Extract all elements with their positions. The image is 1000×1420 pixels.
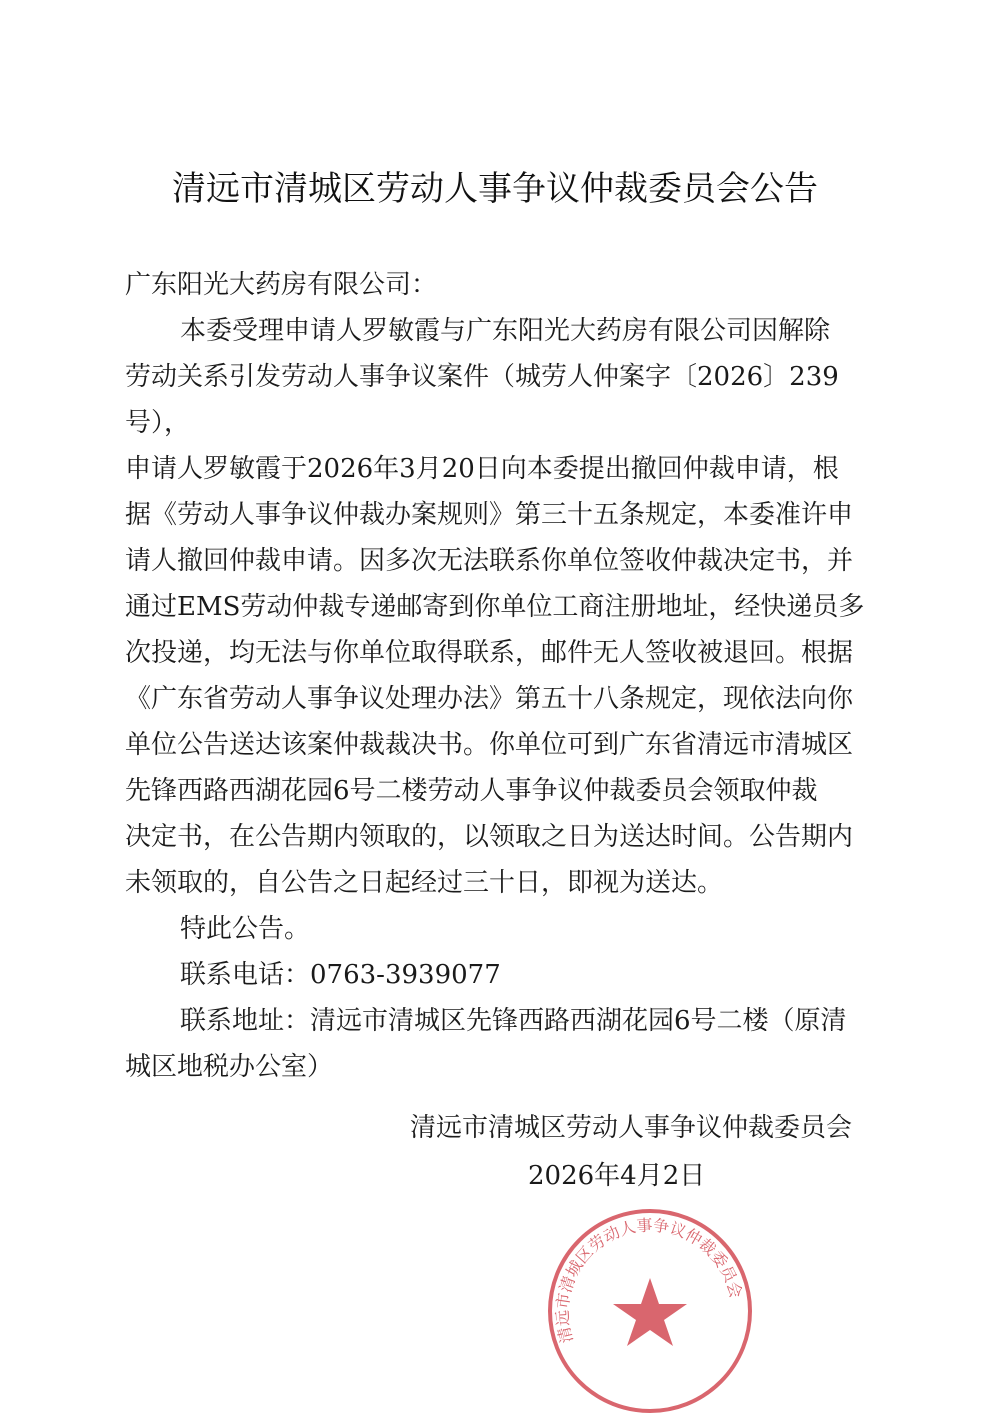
seal-lettering: 清远市清城区劳动人事争议仲裁委员会: [552, 1215, 746, 1346]
issue-date: 2026年4月2日: [528, 1161, 706, 1191]
notice-document: [125, 166, 865, 1416]
seal-star: [613, 1278, 687, 1346]
body-line: 通过EMS劳动仲裁专递邮寄到你单位工商注册地址，经快递员多: [125, 592, 865, 622]
official-seal: [545, 1206, 755, 1416]
body-line: 《广东省劳动人事争议处理办法》第五十八条规定，现依法向你: [125, 684, 854, 714]
body-line: 次投递，均无法与你单位取得联系，邮件无人签收被退回。根据: [125, 638, 854, 668]
body-line: 单位公告送达该案仲裁裁决书。你单位可到广东省清远市清城区: [125, 730, 854, 760]
body-line: 决定书，在公告期内领取的，以领取之日为送达时间。公告期内: [125, 822, 854, 852]
addressee: 广东阳光大药房有限公司：: [125, 270, 438, 300]
body-line: 先锋西路西湖花园6号二楼劳动人事争议仲裁委员会领取仲裁: [125, 776, 818, 806]
body-line: 请人撤回仲裁申请。因多次无法联系你单位签收仲裁决定书，并: [125, 546, 854, 576]
contact-address-cont: 城区地税办公室）: [125, 1052, 334, 1082]
closing: 特此公告。: [180, 914, 311, 944]
issuer-signature: 清远市清城区劳动人事争议仲裁委员会: [410, 1113, 853, 1143]
document-title: 清远市清城区劳动人事争议仲裁委员会公告: [172, 169, 818, 209]
signature-block: [410, 1104, 865, 1416]
contact-phone: 联系电话：0763-3939077: [180, 960, 501, 990]
contact-address: 联系地址：清远市清城区先锋西路西湖花园6号二楼（原清: [180, 1006, 847, 1036]
body-line: 劳动关系引发劳动人事争议案件（城劳人仲案字〔2026〕239号），: [125, 362, 839, 438]
body-line: 据《劳动人事争议仲裁办案规则》第三十五条规定，本委准许申: [125, 500, 854, 530]
body-line: 本委受理申请人罗敏霞与广东阳光大药房有限公司因解除: [180, 316, 831, 346]
body-line: 未领取的，自公告之日起经过三十日，即视为送达。: [125, 868, 724, 898]
body-line: 申请人罗敏霞于2026年3月20日向本委提出撤回仲裁申请，根: [125, 454, 839, 484]
